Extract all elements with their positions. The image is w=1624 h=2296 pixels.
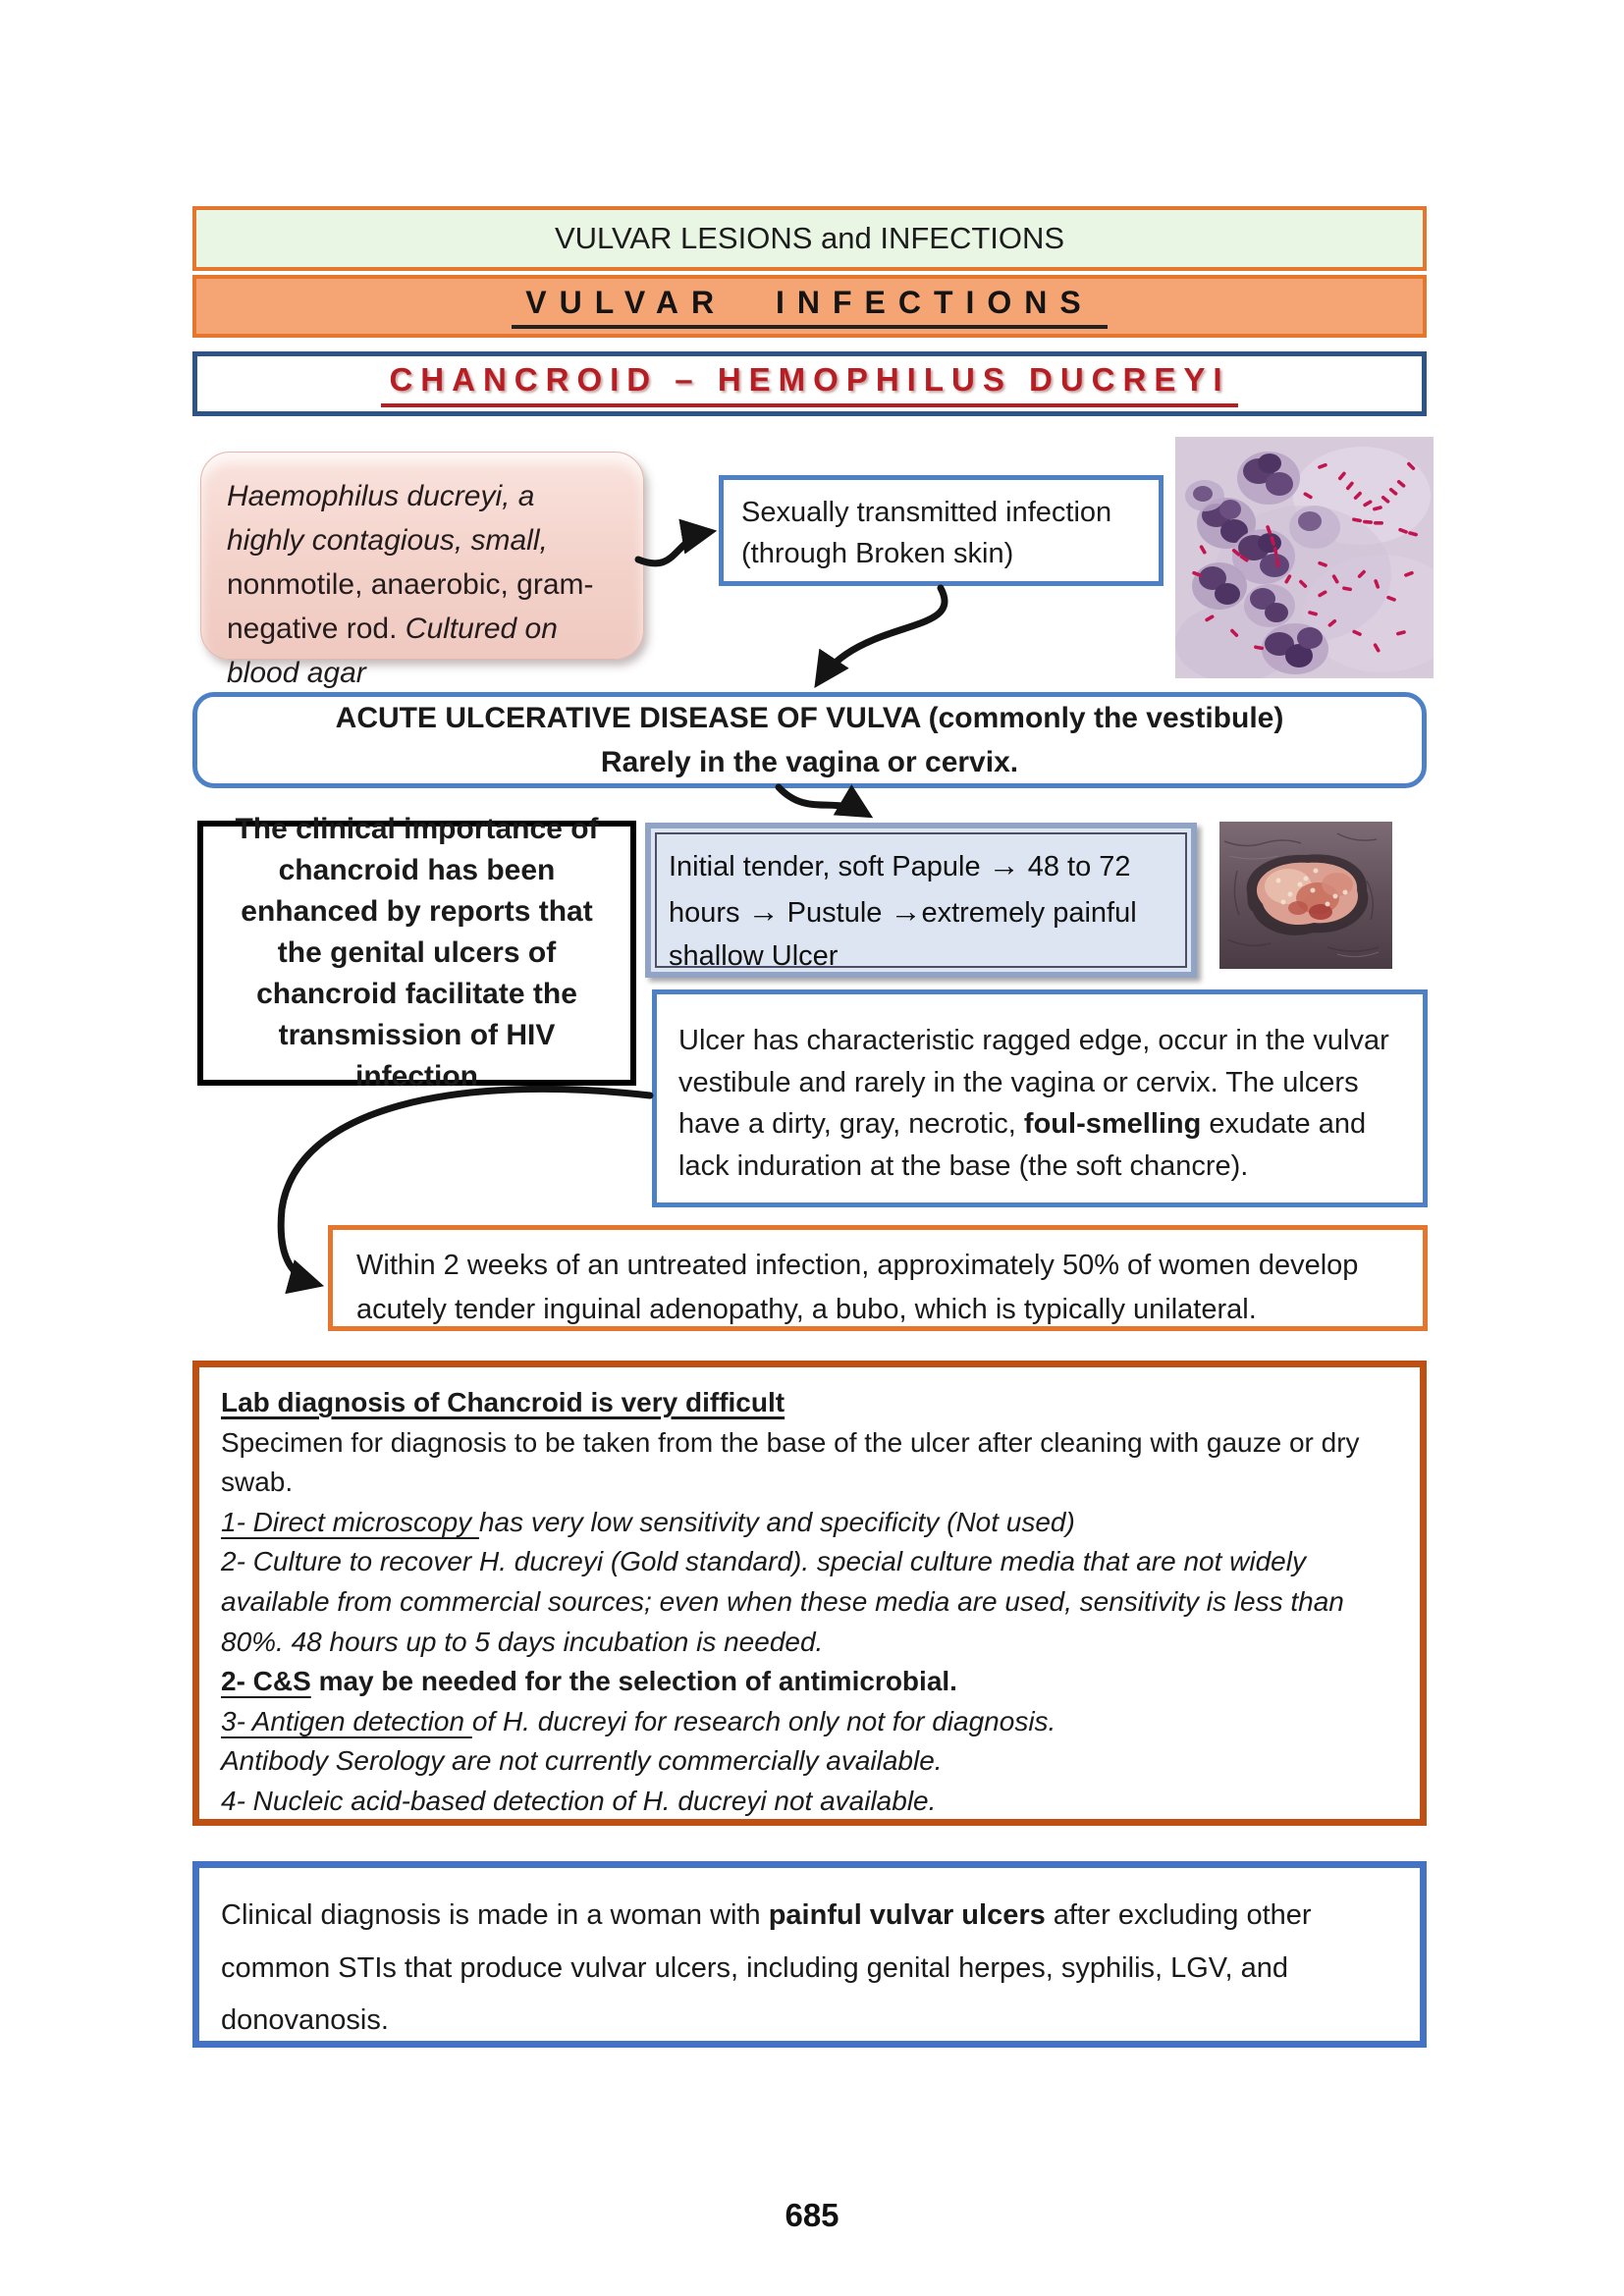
progression-inner [655, 832, 1187, 972]
bubo-text: Within 2 weeks of an untreated infection, approximately 50% of women develop acutely tender inguinal adenopathy, a bubo, which is typically unilateral. [356, 1250, 1359, 1325]
progression-seg-2: 48 to 72 hours [669, 851, 1131, 930]
progression-box [645, 823, 1197, 978]
lesson-title-text: VULVAR LESIONS and INFECTIONS [554, 221, 1065, 255]
lab-item5: Antibody Serology are not currently commercially available. [221, 1745, 943, 1777]
ulcer-description-box [652, 989, 1428, 1207]
right-arrow-icon: → [890, 893, 922, 930]
lab-item2: 2- Culture to recover H. ducreyi (Gold standard). special culture media that are not widely available from commercial sources; even when these media are used, sensitivity is less than 80%. 48 hours up to 5 days incubation is needed. [221, 1546, 1344, 1657]
right-arrow-icon: → [747, 893, 780, 930]
progression-seg-3: Pustule [779, 897, 891, 930]
arrow-etiology-to-transmission [638, 532, 709, 563]
topic-title-text: CHANCROID – HEMOPHILUS DUCREYI [381, 361, 1237, 407]
etiology-italic-2: Cultured on blood agar [227, 613, 558, 689]
lab-item6: 4- Nucleic acid-based detection of H. ducreyi not available. [221, 1785, 937, 1816]
etiology-normal: nonmotile, anaerobic, gram-negative rod. [227, 568, 594, 645]
clinical-diagnosis-box [192, 1861, 1427, 2048]
gram-stain-illustration [1175, 437, 1434, 678]
etiology-callout [200, 452, 644, 689]
section-title-box [192, 275, 1427, 338]
page-number: 685 [785, 2197, 839, 2233]
ulcer-illustration [1219, 822, 1392, 969]
etiology-italic-1: Haemophilus ducreyi, a highly contagious, small, [227, 480, 548, 557]
lab-item3-lead: 2- C&S [221, 1666, 311, 1697]
gram-stain-micrograph [1175, 437, 1434, 678]
hiv-importance-box [197, 813, 636, 1093]
acute-line-1: ACUTE ULCERATIVE DISEASE OF VULVA (commonly the vestibule) [335, 702, 1284, 734]
arrow-transmission-to-acute [819, 588, 945, 681]
right-arrow-icon: → [988, 847, 1020, 882]
progression-seg-1: Initial tender, soft Papule [669, 851, 989, 882]
acute-line-2: Rarely in the vagina or cervix. [600, 746, 1019, 778]
ulcer-desc-bold: foul-smelling [1023, 1108, 1202, 1141]
ulcer-desc-seg-1: Ulcer has characteristic ragged edge, occur in the vulvar vestibule and rarely in the vagina or cervix. The ulcers have a dirty, gray, necrotic, [678, 1025, 1389, 1141]
ulcer-desc-seg-2: exudate and lack induration at the base (the soft chancre). [678, 1108, 1367, 1182]
transmission-line-1: Sexually transmitted infection [741, 497, 1112, 528]
clinical-seg-2: after excluding other common STIs that produce vulvar ulcers, including genital herpes, syphilis, LGV, and donovanosis. [221, 1899, 1312, 2037]
lab-diagnosis-box [192, 1361, 1427, 1826]
lab-intro: Specimen for diagnosis to be taken from the base of the ulcer after cleaning with gauze or dry swab. [221, 1426, 1360, 1498]
progression-seg-4: extremely painful shallow Ulcer [669, 897, 1137, 972]
acute-disease-box [192, 692, 1427, 788]
clinical-seg-1: Clinical diagnosis is made in a woman with [221, 1899, 769, 1931]
lab-item1-text: has very low sensitivity and specificity (Not used) [478, 1506, 1075, 1537]
lab-item4-lead: 3- Antigen detection [221, 1705, 472, 1736]
arrow-acute-to-progression [779, 787, 866, 814]
topic-title-box [192, 351, 1427, 416]
transmission-line-2: (through Broken skin) [741, 538, 1014, 570]
lab-item3-text: may be needed for the selection of antimicrobial. [310, 1666, 957, 1697]
clinical-bold: painful vulvar ulcers [768, 1899, 1046, 1931]
transmission-box [719, 475, 1164, 586]
lab-item4-text: of H. ducreyi for research only not for diagnosis. [471, 1705, 1056, 1736]
lesson-title-box [192, 206, 1427, 271]
lab-item1-lead: 1- Direct microscopy [221, 1506, 479, 1537]
bubo-box [328, 1225, 1428, 1331]
section-title-text: VULVAR INFECTIONS [512, 285, 1107, 329]
hiv-importance-text: The clinical importance of chancroid has been enhanced by reports that the genital ulcers of chancroid facilitate the transmission of HIV infection [235, 813, 599, 1093]
chancroid-ulcer-photo [1219, 822, 1392, 969]
lab-heading: Lab diagnosis of Chancroid is very difficult [221, 1387, 785, 1417]
